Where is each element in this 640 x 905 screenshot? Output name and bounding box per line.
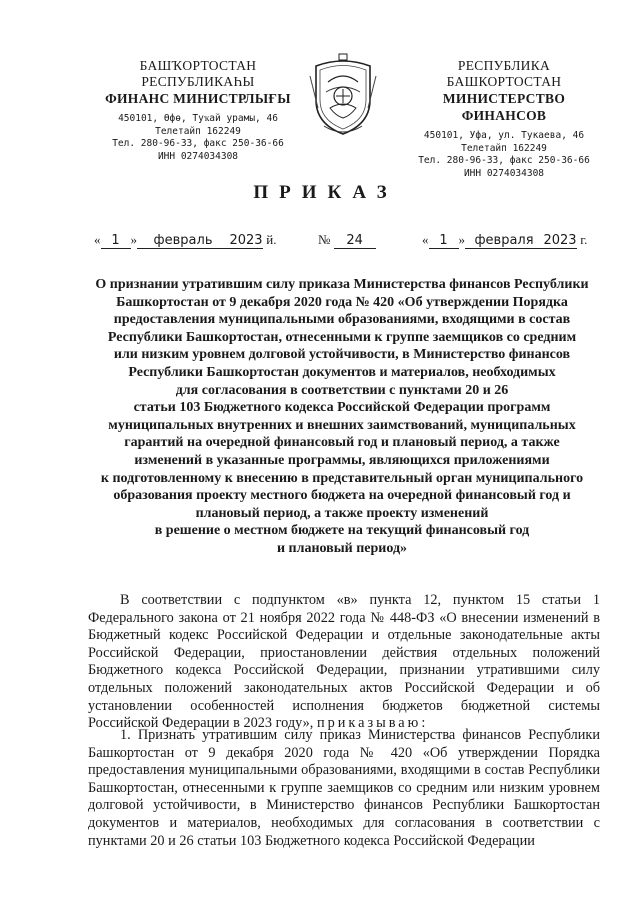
heading-line: Республики Башкортостан, отнесенными к группе заемщиков со средним (107, 329, 577, 345)
heading-line: статьи 103 Бюджетного кодекса Российской Федерации программ (133, 400, 551, 416)
date-right (422, 232, 587, 249)
heading-line: предоставления муниципальными образованиями, входящими в состав (113, 312, 571, 328)
order-heading (84, 276, 600, 558)
heading-line: образования проекту местного бюджета на очередной финансовый год и (113, 488, 571, 504)
header-right (404, 58, 604, 180)
heading-line: и плановый период» (276, 540, 408, 556)
open-quote: « (422, 232, 429, 247)
date-day: 1 (101, 234, 131, 249)
date-left (94, 232, 276, 249)
heading-line: изменений в указанные программы, являющихся приложениями (134, 452, 550, 468)
number-value: 24 (334, 234, 376, 249)
address-line: 450101, Өфө, Туҡай урамы, 46 (118, 113, 278, 124)
open-quote: « (94, 232, 101, 247)
date-year: 2023 (543, 233, 577, 248)
heading-line: Республики Башкортостан документов и материалов, необходимых (128, 364, 556, 380)
date-month: февраля (465, 234, 543, 249)
heading-line: для согласования в соответствии с пунктами 20 и 26 (175, 382, 509, 398)
heading-line: Башкортостан от 9 декабря 2020 года № 420 «Об утверждении Порядка (116, 294, 568, 310)
org-name-bashkir-line1: БАШҠОРТОСТАН РЕСПУБЛИКАҺЫ (139, 58, 257, 89)
heading-line: или низким уровнем долговой устойчивости, в Министерство финансов (113, 347, 571, 363)
year-suffix: й. (266, 232, 277, 247)
document-title: ПРИКАЗ (253, 182, 398, 203)
teletype-line: Телетайп 162249 (461, 142, 547, 154)
phone-line: Тел. 280-96-33, факс 250-36-66 (112, 138, 284, 149)
order-number (318, 232, 376, 249)
date-month: февраль (137, 234, 229, 249)
coat-of-arms-emblem (306, 52, 380, 138)
close-quote: » (130, 232, 137, 247)
address-block-bashkir (98, 113, 298, 163)
order-word: приказываю: (316, 715, 429, 732)
heading-line: плановый период, а также проекту изменений (195, 505, 489, 521)
body-paragraph-preamble (88, 592, 600, 733)
number-sign: № (318, 232, 331, 247)
org-name-bashkir-line2: ФИНАНС МИНИСТРЛЫҒЫ (105, 91, 291, 106)
heading-line: в решение о местном бюджете на текущий финансовый год (154, 523, 530, 539)
close-quote: » (458, 232, 465, 247)
year-suffix: г. (580, 232, 588, 247)
phone-line: Тел. 280-96-33, факс 250-36-66 (418, 155, 590, 166)
heading-line: гарантий на очередной финансовый год и плановый период, а также (124, 435, 560, 451)
heading-line: к подготовленному к внесению в представительный орган муниципального (100, 470, 584, 486)
teletype-line: Телетайп 162249 (155, 125, 241, 137)
body-paragraph-item-1: 1. Признать утратившим силу приказ Министерства финансов Республики Башкортостан от 9 декабря 2020 года № 420 «Об утверждении Порядка предоставления муниципальными образованиями, входящими в состав Республики Башкортостан, отнесенными к группе заемщиков со средним или низким уровнем долговой устойчивости, в Министерство финансов Республики Башкортостан документов и материалов, необходимых для согласования в соответствии с пунктами 20 и 26 статьи 103 Бюджетного кодекса Российской Федерации (88, 727, 600, 849)
inn-line: ИНН 0274034308 (157, 150, 239, 162)
heading-line: О признании утратившим силу приказа Министерства финансов Республики (95, 277, 589, 292)
address-block-russian (404, 130, 604, 180)
address-line: 450101, Уфа, ул. Тукаева, 46 (423, 130, 585, 141)
date-day: 1 (429, 234, 459, 249)
date-year: 2023 (229, 233, 263, 248)
heading-line: муниципальных внутренних и внешних заимствований, муниципальных (108, 417, 576, 433)
org-name-russian-line2: МИНИСТЕРСТВО ФИНАНСОВ (442, 91, 566, 123)
preamble-text: В соответствии с подпунктом «в» пункта 12, пунктом 15 статьи 1 Федерального закона от 21 ноября 2022 года № 448-ФЗ «О внесении изменений в Бюджетный кодекс Российской Федерации и отдельные законодательные акты Российской Федерации, приостановлении действия отдельных положений Бюджетного кодекса Российской Федерации, признании утратившими силу отдельных положений законодательных актов Российской Федерации и об установлении особенностей исполнения бюджетов бюджетной системы Российской Федерации в 2023 году», (88, 592, 600, 732)
inn-line: ИНН 0274034308 (463, 167, 545, 179)
org-name-russian-line1: РЕСПУБЛИКА БАШКОРТОСТАН (446, 58, 562, 89)
header-left (98, 58, 298, 163)
